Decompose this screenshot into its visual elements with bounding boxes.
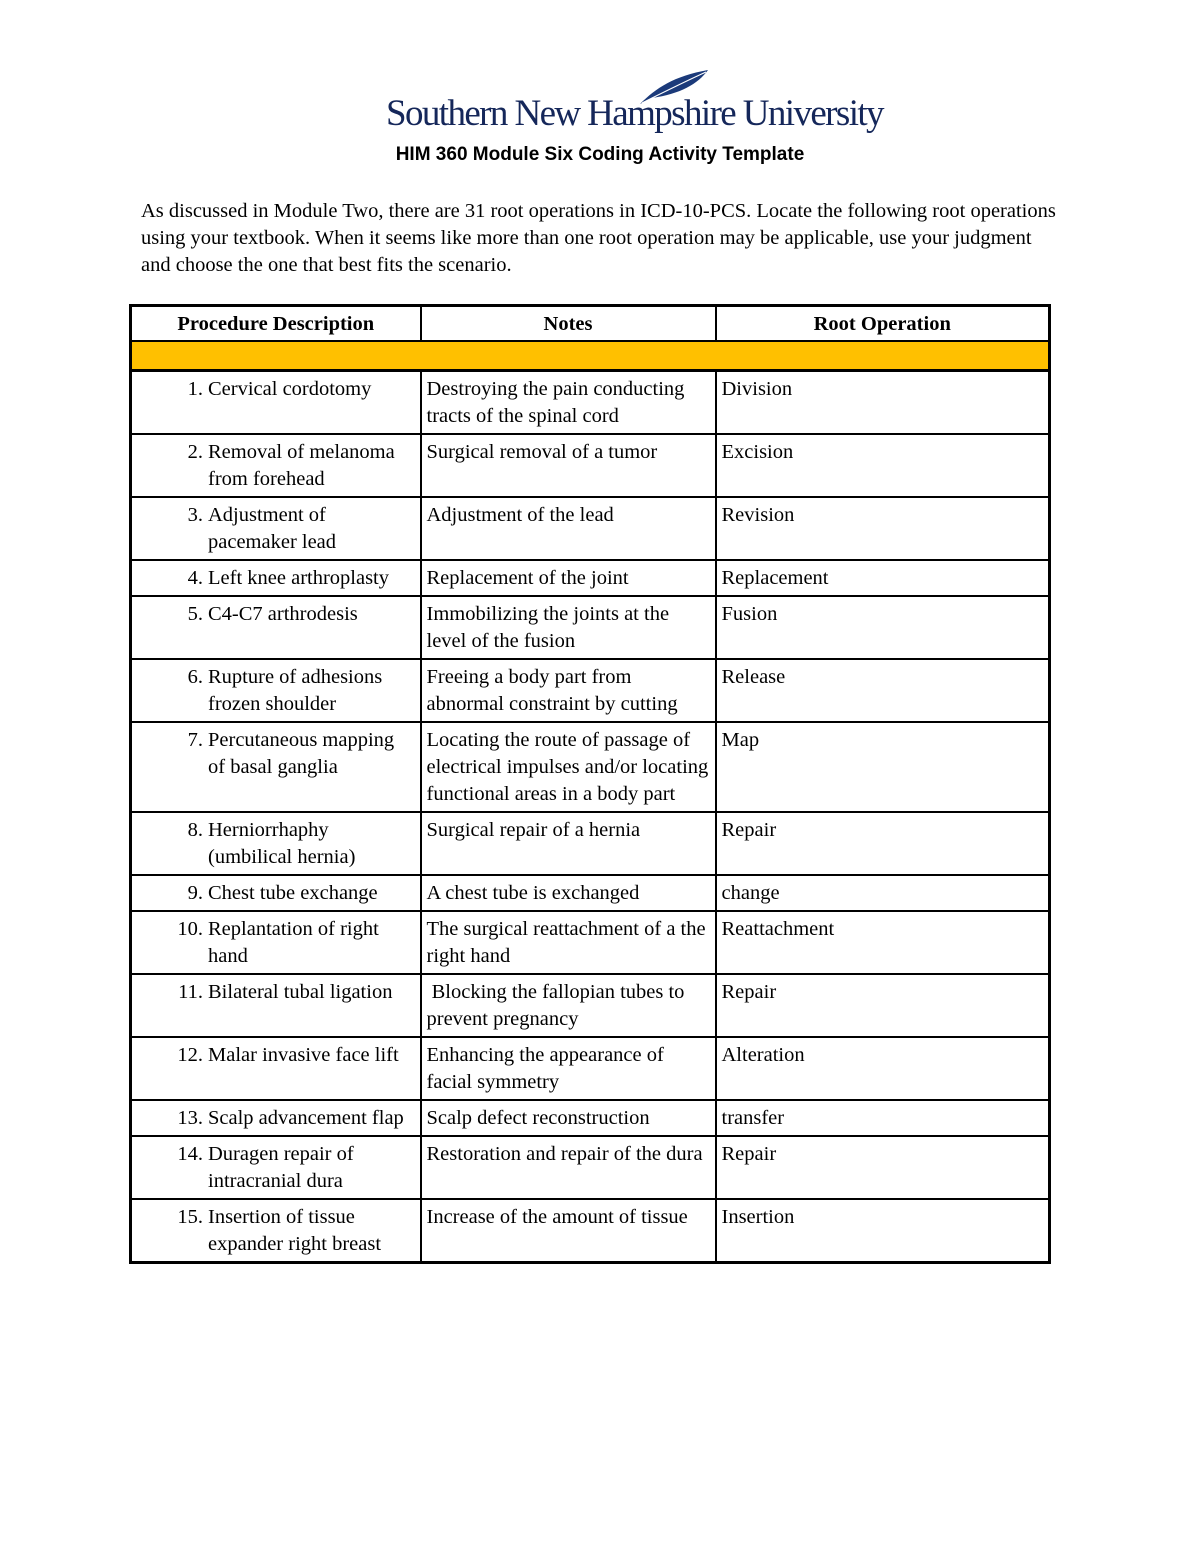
- procedure-item: [137, 1105, 415, 1132]
- notes-cell: Restoration and repair of the dura: [421, 1136, 716, 1199]
- procedure-number: 10.: [177, 918, 203, 940]
- procedure-description: Replantation of right hand: [208, 918, 379, 967]
- procedure-cell: [131, 434, 421, 497]
- procedure-number: 8.: [187, 819, 203, 841]
- table-row: [131, 497, 1050, 560]
- table-row: [131, 812, 1050, 875]
- root-operation-cell: Repair: [716, 1136, 1050, 1199]
- column-header-notes: Notes: [421, 306, 716, 342]
- procedure-description: Herniorrhaphy (umbilical hernia): [208, 819, 356, 868]
- table-row: [131, 1136, 1050, 1199]
- root-operation-cell: Repair: [716, 974, 1050, 1037]
- procedure-cell: [131, 1037, 421, 1100]
- root-operation-cell: Excision: [716, 434, 1050, 497]
- procedure-number: 4.: [187, 567, 203, 589]
- root-operation-cell: transfer: [716, 1100, 1050, 1136]
- root-operation-cell: Revision: [716, 497, 1050, 560]
- root-operation-cell: Replacement: [716, 560, 1050, 596]
- intro-paragraph: As discussed in Module Two, there are 31 root operations in ICD-10-PCS. Locate the following root operations using your textbook. When it seems like more than one root operation may be applicable, use your judgment and choose the one that best fits the scenario.: [141, 200, 1056, 276]
- table-header-row: [131, 306, 1050, 342]
- table-row: [131, 434, 1050, 497]
- root-operation-cell: Map: [716, 722, 1050, 812]
- procedure-description: Bilateral tubal ligation: [208, 981, 393, 1003]
- table-row: [131, 911, 1050, 974]
- notes-cell: Locating the route of passage of electrical impulses and/or locating functional areas in a body part: [421, 722, 716, 812]
- table-row: [131, 371, 1050, 435]
- procedure-description: Scalp advancement flap: [208, 1107, 404, 1129]
- procedure-number: 14.: [177, 1143, 203, 1165]
- root-operation-cell: Release: [716, 659, 1050, 722]
- procedure-description: Removal of melanoma from forehead: [208, 441, 395, 490]
- procedure-cell: [131, 1100, 421, 1136]
- highlight-band-row: [131, 341, 1050, 371]
- procedure-item: [137, 376, 415, 403]
- table-row: [131, 1100, 1050, 1136]
- procedure-number: 5.: [187, 603, 203, 625]
- notes-cell: Scalp defect reconstruction: [421, 1100, 716, 1136]
- notes-cell: The surgical reattachment of a the right hand: [421, 911, 716, 974]
- notes-cell: Replacement of the joint: [421, 560, 716, 596]
- column-header-root-operation: Root Operation: [716, 306, 1050, 342]
- root-operation-cell: Repair: [716, 812, 1050, 875]
- procedure-item: [137, 1042, 415, 1069]
- root-operation-cell: Division: [716, 371, 1050, 435]
- highlight-band: [131, 341, 1050, 371]
- procedure-number: 6.: [187, 666, 203, 688]
- procedure-item: [137, 916, 415, 970]
- procedure-cell: [131, 560, 421, 596]
- root-operation-cell: Insertion: [716, 1199, 1050, 1263]
- notes-cell: Immobilizing the joints at the level of the fusion: [421, 596, 716, 659]
- procedure-description: Percutaneous mapping of basal ganglia: [208, 729, 395, 778]
- procedure-item: [137, 979, 415, 1006]
- procedure-description: Duragen repair of intracranial dura: [208, 1143, 354, 1192]
- notes-cell: Blocking the fallopian tubes to prevent pregnancy: [421, 974, 716, 1037]
- procedure-item: [137, 880, 415, 907]
- procedure-description: Rupture of adhesions frozen shoulder: [208, 666, 383, 715]
- column-header-procedure: Procedure Description: [131, 306, 421, 342]
- table-row: [131, 875, 1050, 911]
- procedure-item: [137, 601, 415, 628]
- procedure-description: C4-C7 arthrodesis: [208, 603, 358, 625]
- table-row: [131, 1199, 1050, 1263]
- notes-cell: Surgical removal of a tumor: [421, 434, 716, 497]
- notes-cell: Adjustment of the lead: [421, 497, 716, 560]
- root-operation-cell: Fusion: [716, 596, 1050, 659]
- procedure-item: [137, 439, 415, 493]
- procedure-cell: [131, 974, 421, 1037]
- table-row: [131, 974, 1050, 1037]
- notes-cell: Destroying the pain conducting tracts of the spinal cord: [421, 371, 716, 435]
- procedure-cell: [131, 1136, 421, 1199]
- notes-cell: A chest tube is exchanged: [421, 875, 716, 911]
- logo-text: Southern New Hampshire University: [386, 93, 883, 134]
- table-row: [131, 722, 1050, 812]
- procedure-number: 11.: [178, 981, 203, 1003]
- table-row: [131, 560, 1050, 596]
- root-operation-cell: Alteration: [716, 1037, 1050, 1100]
- procedure-description: Insertion of tissue expander right breast: [208, 1206, 382, 1255]
- procedure-item: [137, 1204, 415, 1258]
- root-operation-cell: change: [716, 875, 1050, 911]
- procedure-description: Adjustment of pacemaker lead: [208, 504, 337, 553]
- procedure-number: 7.: [187, 729, 203, 751]
- procedure-item: [137, 817, 415, 871]
- procedure-number: 13.: [177, 1107, 203, 1129]
- procedure-cell: [131, 1199, 421, 1263]
- procedure-cell: [131, 659, 421, 722]
- procedure-cell: [131, 911, 421, 974]
- procedure-number: 3.: [187, 504, 203, 526]
- procedure-description: Left knee arthroplasty: [208, 567, 390, 589]
- procedure-item: [137, 502, 415, 556]
- procedure-number: 1.: [187, 378, 203, 400]
- procedure-item: [137, 727, 415, 781]
- procedure-number: 15.: [177, 1206, 203, 1228]
- university-logo: [386, 66, 883, 138]
- notes-cell: Enhancing the appearance of facial symmetry: [421, 1037, 716, 1100]
- procedure-item: [137, 1141, 415, 1195]
- procedure-item: [137, 565, 415, 592]
- table-row: [131, 1037, 1050, 1100]
- procedure-number: 12.: [177, 1044, 203, 1066]
- procedure-number: 9.: [187, 882, 203, 904]
- notes-cell: Freeing a body part from abnormal constraint by cutting: [421, 659, 716, 722]
- procedure-cell: [131, 875, 421, 911]
- procedure-item: [137, 664, 415, 718]
- table-row: [131, 659, 1050, 722]
- procedure-description: Malar invasive face lift: [208, 1044, 399, 1066]
- procedure-cell: [131, 497, 421, 560]
- table-row: [131, 596, 1050, 659]
- procedure-description: Cervical cordotomy: [208, 378, 372, 400]
- procedure-number: 2.: [187, 441, 203, 463]
- root-operation-cell: Reattachment: [716, 911, 1050, 974]
- procedure-cell: [131, 722, 421, 812]
- notes-cell: Increase of the amount of tissue: [421, 1199, 716, 1263]
- procedure-cell: [131, 371, 421, 435]
- procedure-cell: [131, 812, 421, 875]
- procedure-cell: [131, 596, 421, 659]
- procedure-description: Chest tube exchange: [208, 882, 378, 904]
- notes-cell: Surgical repair of a hernia: [421, 812, 716, 875]
- coding-table: [129, 304, 1051, 1264]
- page-title: HIM 360 Module Six Coding Activity Template: [395, 144, 805, 165]
